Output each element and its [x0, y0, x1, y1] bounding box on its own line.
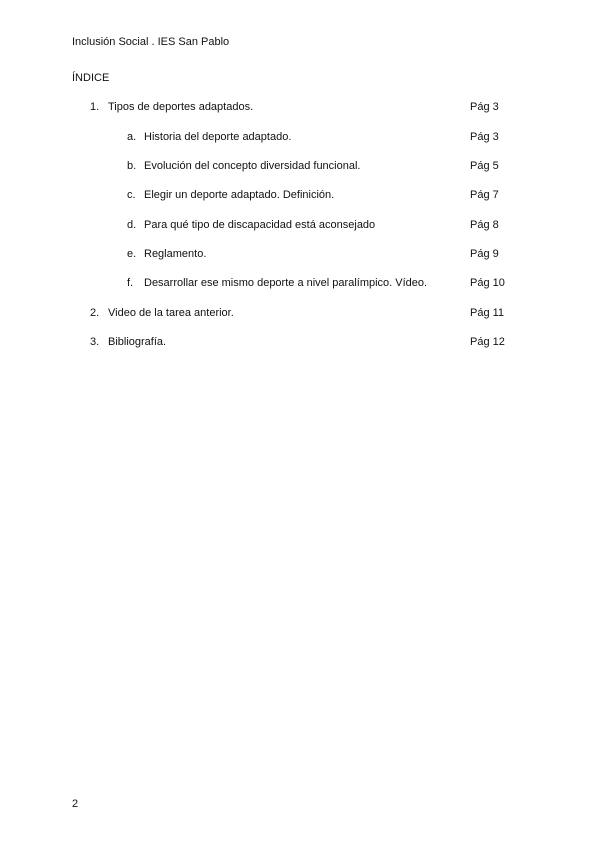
toc-entry-label: Video de la tarea anterior. — [108, 307, 234, 319]
toc-entry-1a — [0, 131, 600, 147]
toc-entry-1d — [0, 219, 600, 235]
toc-entry-1c — [0, 189, 600, 205]
toc-entry-number: 3. — [90, 336, 100, 348]
toc-entry-page: Pág 8 — [470, 219, 499, 231]
toc-entry-label: Historia del deporte adaptado. — [144, 131, 292, 143]
toc-entry-number: b. — [127, 160, 137, 172]
toc-entry-number: e. — [127, 248, 137, 260]
toc-entry-page: Pág 10 — [470, 277, 505, 289]
toc-entry-label: Tipos de deportes adaptados. — [108, 101, 254, 113]
toc-entry-1f — [0, 277, 600, 293]
toc-entry-1e — [0, 248, 600, 264]
toc-entry-3 — [0, 336, 600, 352]
toc-entry-label: Bibliografía. — [108, 336, 167, 348]
toc-entry-label: Elegir un deporte adaptado. Definición. — [144, 189, 335, 201]
toc-entry-number: a. — [127, 131, 137, 143]
toc-entry-label: Reglamento. — [144, 248, 207, 260]
toc-entry-label: Desarrollar ese mismo deporte a nivel paralímpico. Vídeo. — [144, 277, 428, 289]
toc-entry-page: Pág 9 — [470, 248, 499, 260]
page-number: 2 — [72, 798, 79, 810]
toc-entry-page: Pág 3 — [470, 101, 499, 113]
page-header: Inclusión Social . IES San Pablo — [72, 36, 230, 48]
toc-entry-1 — [0, 101, 600, 117]
toc-entry-number: 1. — [90, 101, 100, 113]
toc-entry-1b — [0, 160, 600, 176]
toc-entry-label: Evolución del concepto diversidad funcional. — [144, 160, 361, 172]
toc-entry-page: Pág 3 — [470, 131, 499, 143]
toc-entry-number: 2. — [90, 307, 100, 319]
toc-entry-number: f. — [127, 277, 134, 289]
toc-entry-number: d. — [127, 219, 137, 231]
toc-entry-page: Pág 12 — [470, 336, 505, 348]
toc-entry-page: Pág 5 — [470, 160, 499, 172]
toc-entry-2 — [0, 307, 600, 323]
toc-entry-page: Pág 11 — [470, 307, 505, 319]
toc-entry-label: Para qué tipo de discapacidad está aconsejado — [144, 219, 376, 231]
toc-entry-number: c. — [127, 189, 136, 201]
toc-title: ÍNDICE — [72, 72, 110, 84]
toc-entry-page: Pág 7 — [470, 189, 499, 201]
